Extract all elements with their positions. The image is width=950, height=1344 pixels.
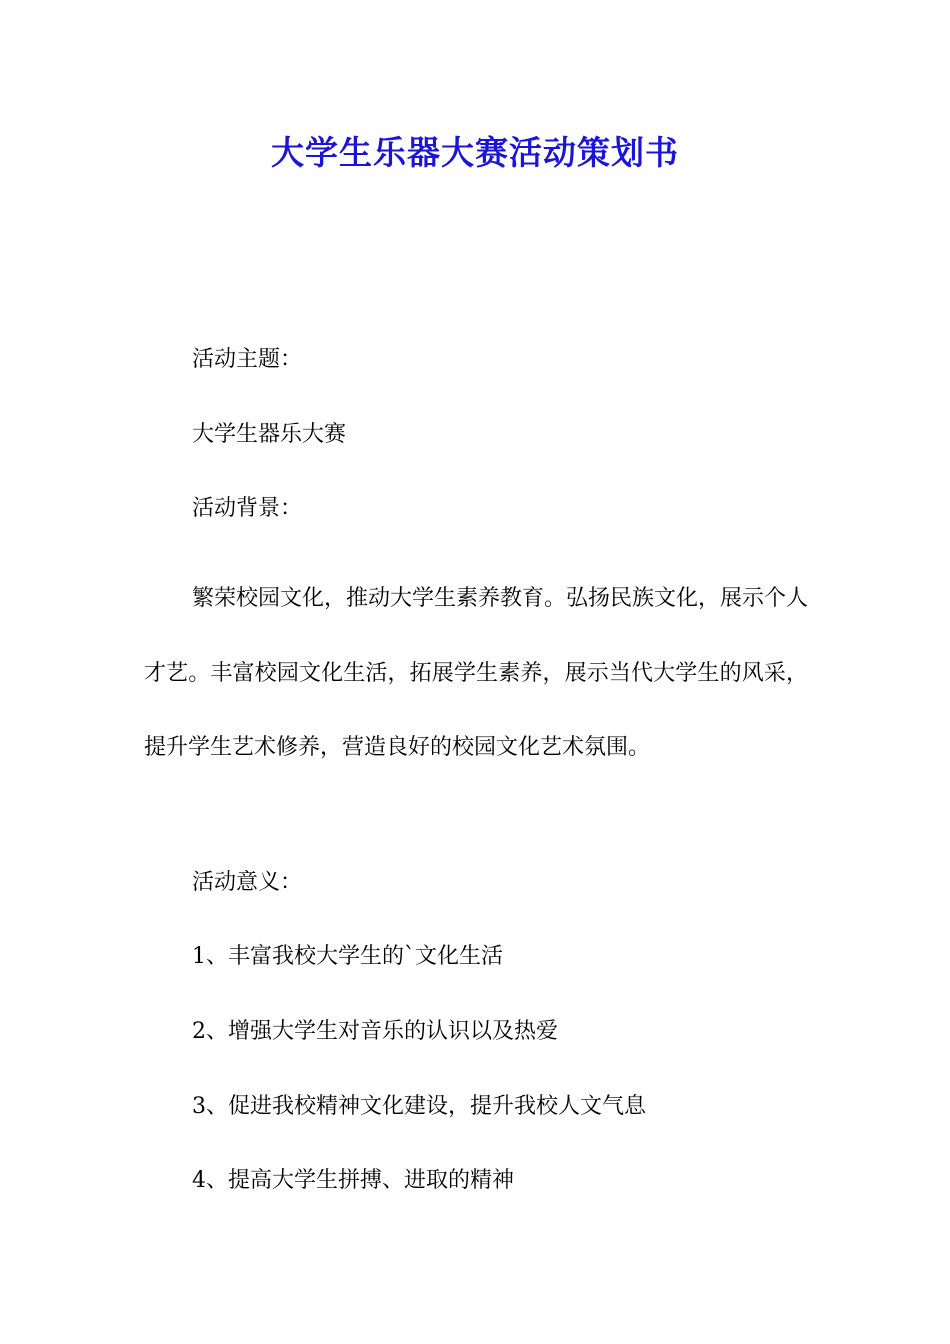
list-item: 2、增强大学生对音乐的认识以及热爱 (192, 1019, 558, 1044)
background-text: 繁荣校园文化，推动大学生素养教育。弘扬民族文化，展示个人才艺。丰富校园文化生活，拓展学生素养，展示当代大学生的风采，提升学生艺术修养，营造良好的校园文化艺术氛围。 (144, 586, 809, 760)
document-title: 大学生乐器大赛活动策划书 (271, 133, 679, 172)
section-heading-theme: 活动主题： (192, 347, 303, 372)
section-heading-significance: 活动意义： (192, 870, 303, 895)
theme-text: 大学生器乐大赛 (192, 422, 347, 447)
section-heading-background: 活动背景： (192, 496, 303, 521)
list-item: 3、促进我校精神文化建设，提升我校人文气息 (192, 1094, 646, 1119)
list-item: 1、丰富我校大学生的`文化生活 (192, 944, 503, 969)
list-item: 4、提高大学生拼搏、进取的精神 (192, 1168, 514, 1193)
